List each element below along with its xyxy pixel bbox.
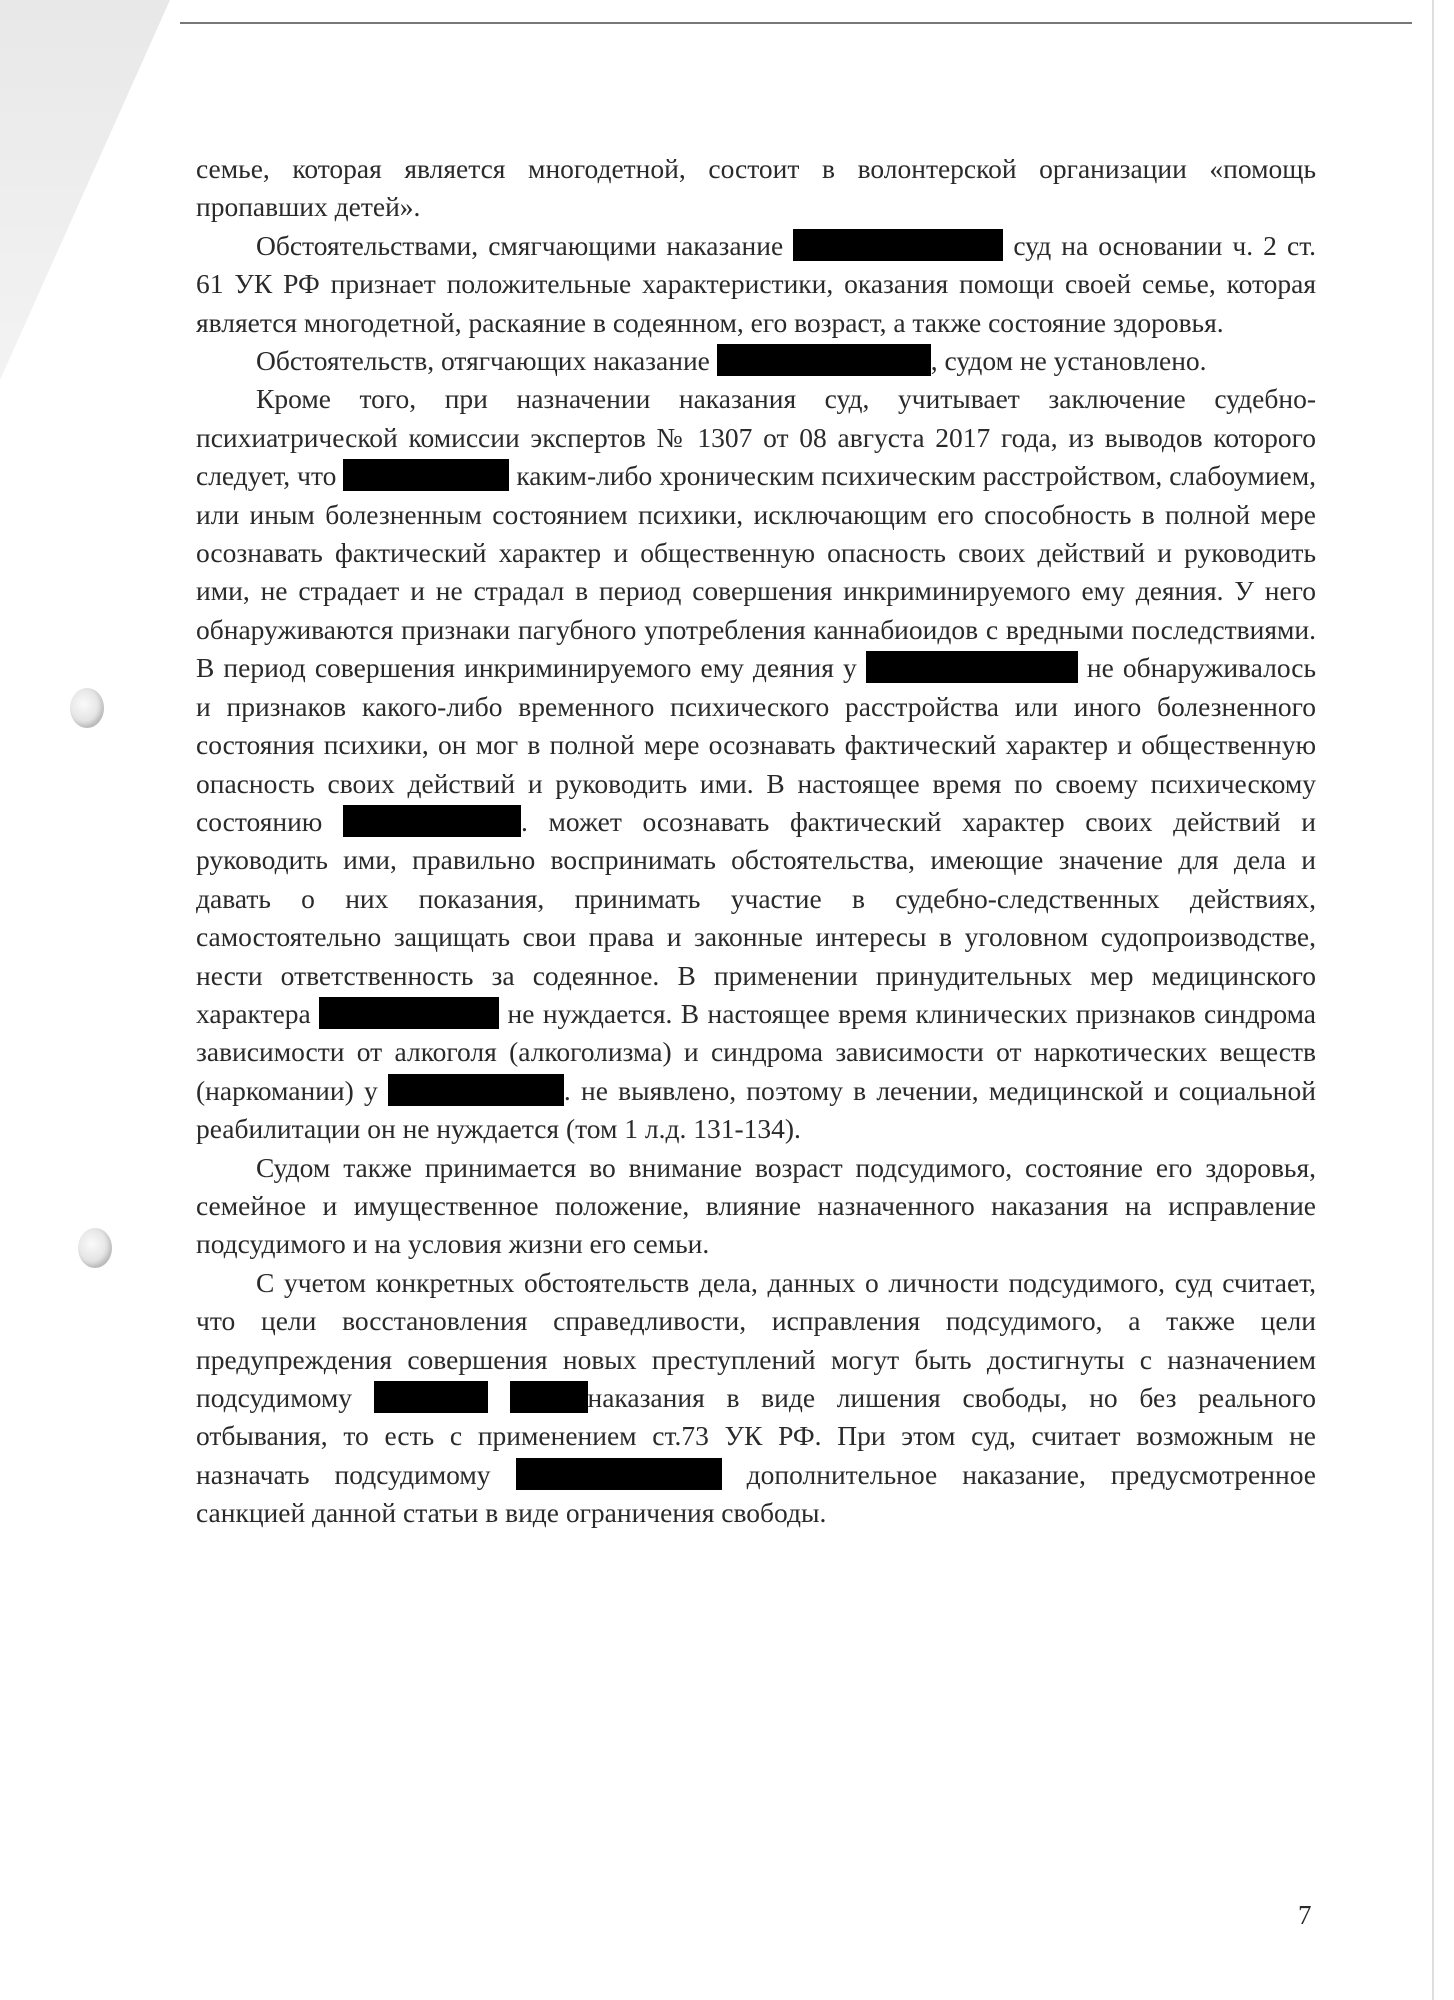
redacted-name <box>510 1381 588 1413</box>
redacted-name <box>319 997 499 1029</box>
redacted-name <box>793 229 1003 261</box>
redacted-name <box>374 1381 488 1413</box>
paragraph-4-text-f: . не выявлено, поэтому в лечении, медицинской и социальной реабилитации он не нуждается (том 1 л.д. 131-134). <box>196 1074 1316 1145</box>
paragraph-2-text-a: Обстоятельствами, смягчающими наказание <box>256 229 784 261</box>
paragraph-3-text-a: Обстоятельств, отягчающих наказание <box>256 345 710 377</box>
document-body <box>196 150 1316 1533</box>
paragraph-1-text: семье, которая является многодетной, состоит в волонтерской организации «помощь пропавших детей». <box>196 153 1316 223</box>
paragraph-4-text-e: не нуждается. В настоящее время клинических признаков синдрома зависимости от алкоголя (алкоголизма) и синдрома зависимости от наркотических веществ (наркомании) у <box>196 997 1317 1106</box>
scan-top-edge <box>180 22 1412 24</box>
redacted-name <box>388 1074 564 1106</box>
paragraph-3-text-b: , судом не установлено. <box>930 345 1207 377</box>
paragraph-6-text-a: С учетом конкретных обстоятельств дела, данных о личности подсудимого, суд считает, что цели восстановления справедливости, исправления подсудимого, а также цели предупреждения совершения новых преступлений могут быть достигнуты с назначением подсудимому <box>196 1266 1316 1413</box>
paragraph-6-text-c: дополнительное наказание, предусмотренное санкцией данной статьи в виде ограничения свободы. <box>196 1458 1316 1529</box>
redacted-name <box>866 651 1078 683</box>
paragraph-2 <box>196 227 1316 342</box>
paragraph-4-text-b: каким-либо хроническим психическим расстройством, слабоумием, или иным болезненным состоянием психики, исключающим его способность в полной мере осознавать фактический характер и общественную опасность своих действий и руководить ими, не страдает и не страдал в период совершения инкриминируемого ему деяния. У него обнаруживаются признаки пагубного употребления каннабиоидов с вредными последствиями. В период совершения инкриминируемого ему деяния у <box>196 460 1317 684</box>
paragraph-4-text-a: Кроме того, при назначении наказания суд, учитывает заключение судебно-психиатрической комиссии экспертов № 1307 от 08 августа 2017 года, из выводов которого следует, что <box>196 383 1316 492</box>
paragraph-4-text-c: не обнаруживалось и признаков какого-либо временного психического расстройства или иного болезненного состояния психики, он мог в полной мере осознавать фактический характер и общественную опасность своих действий и руководить ими. В настоящее время по своему психическому состоянию <box>196 652 1317 837</box>
paragraph-5 <box>196 1149 1316 1264</box>
paragraph-5-text: Судом также принимается во внимание возраст подсудимого, состояние его здоровья, семейное и имущественное положение, влияние назначенного наказания на исправление подсудимого и на условия жизни его семьи. <box>196 1151 1316 1260</box>
redacted-name <box>343 459 509 491</box>
redacted-name <box>516 1458 722 1490</box>
redacted-name <box>343 805 521 837</box>
punch-hole-upper <box>70 688 104 728</box>
scan-right-edge <box>1432 0 1434 2000</box>
scan-shadow-corner <box>0 0 170 380</box>
paragraph-4-text-d: . может осознавать фактический характер своих действий и руководить ими, правильно воспринимать обстоятельства, имеющие значение для дела и давать о них показания, принимать участие в судебно-следственных действиях, самостоятельно защищать свои права и законные интересы в уголовном судопроизводстве, нести ответственность за содеянное. В применении принудительных мер медицинского характера <box>196 805 1317 1029</box>
paragraph-6 <box>196 1264 1316 1533</box>
paragraph-2-text-b: суд на основании ч. 2 ст. 61 УК РФ признает положительные характеристики, оказания помощи своей семье, которая является многодетной, раскаяние в содеянном, его возраст, а также состояние здоровья. <box>196 229 1317 338</box>
redacted-name <box>717 344 931 376</box>
paragraph-6-text-b: наказания в виде лишения свободы, но без реального отбывания, то есть с применением ст.73 УК РФ. При этом суд, считает возможным не назначать подсудимому <box>196 1382 1317 1490</box>
paragraph-3 <box>196 342 1316 380</box>
punch-hole-lower <box>78 1228 112 1268</box>
paragraph-4 <box>196 380 1316 1148</box>
paragraph-1 <box>196 150 1316 227</box>
page-number: 7 <box>1298 1900 1312 1930</box>
